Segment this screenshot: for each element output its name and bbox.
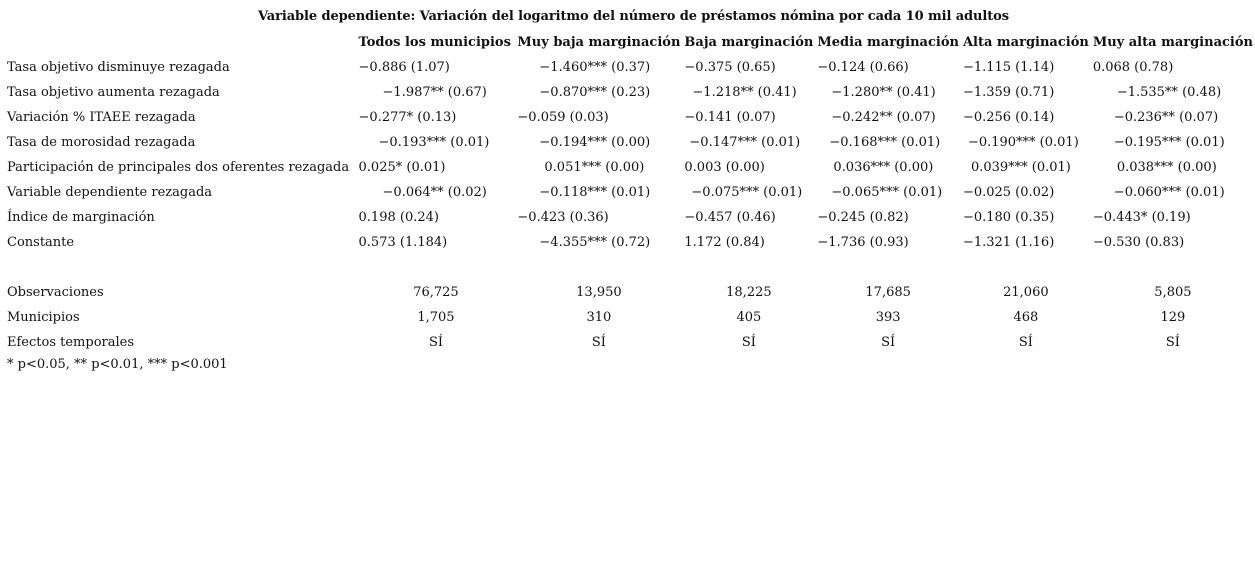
coefficient-cell: −1.987** (0.67) <box>382 85 487 100</box>
coefficient-cell: −0.065*** (0.01) <box>831 185 943 200</box>
coefficient-cell: −0.124 (0.66) <box>817 60 909 75</box>
statistic-cell: 1,705 <box>417 310 455 325</box>
coefficient-cell: −0.530 (0.83) <box>1092 235 1185 250</box>
statistic-cell: 393 <box>875 310 901 325</box>
coefficient-cell: −0.886 (1.07) <box>358 60 450 75</box>
coefficient-cell: −1.115 (1.14) <box>962 60 1055 75</box>
coefficient-cell: −0.141 (0.07) <box>684 110 776 125</box>
header-corner <box>5 30 357 55</box>
header-row <box>5 30 1255 55</box>
statistic-cell: 17,685 <box>865 285 911 300</box>
statistic-cell: 21,060 <box>1003 285 1049 300</box>
row-label: Tasa de morosidad rezagada <box>7 135 196 150</box>
table-title: Variable dependiente: Variación del logaritmo del número de préstamos nómina por cada 10 mil adultos <box>258 9 1009 24</box>
statistic-cell: 129 <box>1160 310 1186 325</box>
table-row <box>5 55 1255 80</box>
significance-note: * p<0.05, ** p<0.01, *** p<0.001 <box>7 357 228 372</box>
coefficient-cell: −0.870*** (0.23) <box>539 85 651 100</box>
spacer-row <box>5 255 1255 280</box>
coefficient-cell: −1.535** (0.48) <box>1116 85 1222 100</box>
coefficient-cell: 1.172 (0.84) <box>684 235 765 250</box>
statistic-cell: 468 <box>1013 310 1039 325</box>
statistic-cell: SÍ <box>428 335 443 350</box>
coefficient-cell: −1.359 (0.71) <box>962 85 1055 100</box>
table-row <box>5 130 1255 155</box>
column-header: Media marginación <box>817 35 959 50</box>
coefficient-cell: −1.460*** (0.37) <box>539 60 651 75</box>
column-header: Alta marginación <box>962 35 1089 50</box>
column-header: Muy alta marginación <box>1092 35 1253 50</box>
coefficient-cell: 0.003 (0.00) <box>684 160 765 175</box>
column-header: Todos los municipios <box>358 35 511 50</box>
coefficient-cell: −0.443* (0.19) <box>1092 210 1191 225</box>
statistic-cell: 5,805 <box>1154 285 1192 300</box>
coefficient-cell: −0.236** (0.07) <box>1113 110 1219 125</box>
coefficient-cell: 0.198 (0.24) <box>358 210 439 225</box>
coefficient-cell: −0.375 (0.65) <box>684 60 776 75</box>
coefficient-cell: −0.457 (0.46) <box>684 210 776 225</box>
coefficient-cell: −0.190*** (0.01) <box>967 135 1079 150</box>
row-label: Variación % ITAEE rezagada <box>7 110 196 125</box>
row-label: Efectos temporales <box>7 335 135 350</box>
column-header: Muy baja marginación <box>517 35 681 50</box>
coefficient-cell: 0.025* (0.01) <box>358 160 446 175</box>
table-row <box>5 330 1255 355</box>
coefficient-cell: −4.355*** (0.72) <box>539 235 651 250</box>
statistic-cell: 310 <box>586 310 612 325</box>
coefficient-cell: −0.059 (0.03) <box>517 110 609 125</box>
coefficient-cell: −0.194*** (0.00) <box>539 135 651 150</box>
row-label: Constante <box>7 235 75 250</box>
statistic-cell: SÍ <box>1165 335 1180 350</box>
statistic-cell: SÍ <box>881 335 896 350</box>
coefficient-cell: −1.218** (0.41) <box>692 85 797 100</box>
coefficient-cell: −0.060*** (0.01) <box>1113 185 1225 200</box>
regression-table <box>5 30 1255 355</box>
statistic-cell: 405 <box>736 310 762 325</box>
coefficient-cell: −1.736 (0.93) <box>817 235 909 250</box>
coefficient-cell: −0.242** (0.07) <box>831 110 936 125</box>
coefficient-cell: −0.193*** (0.01) <box>378 135 490 150</box>
table-row <box>5 155 1255 180</box>
coefficient-cell: −0.025 (0.02) <box>962 185 1055 200</box>
table-row <box>5 80 1255 105</box>
statistics-rows <box>5 280 1255 355</box>
statistic-cell: SÍ <box>1018 335 1033 350</box>
coefficient-cell: −0.180 (0.35) <box>962 210 1055 225</box>
coefficient-cell: −0.118*** (0.01) <box>539 185 651 200</box>
row-label: Participación de principales dos oferentes rezagada <box>7 160 350 175</box>
table-row <box>5 230 1255 255</box>
coefficient-cell: −0.245 (0.82) <box>817 210 909 225</box>
spacer <box>5 255 1255 280</box>
row-label: Observaciones <box>7 285 104 300</box>
coefficient-cell: −0.277* (0.13) <box>358 110 457 125</box>
coefficient-cell: −0.064** (0.02) <box>382 185 487 200</box>
coefficient-cell: 0.039*** (0.01) <box>970 160 1071 175</box>
statistic-cell: 76,725 <box>413 285 459 300</box>
table-row <box>5 180 1255 205</box>
coefficient-cell: −1.321 (1.16) <box>962 235 1055 250</box>
statistic-cell: SÍ <box>741 335 756 350</box>
statistic-cell: 13,950 <box>576 285 622 300</box>
table-row <box>5 305 1255 330</box>
coefficient-cell: 0.573 (1.184) <box>358 235 448 250</box>
column-header: Baja marginación <box>684 35 814 50</box>
coefficient-cell: −0.195*** (0.01) <box>1113 135 1225 150</box>
coefficient-cell: −0.147*** (0.01) <box>689 135 801 150</box>
coefficient-cell: −0.256 (0.14) <box>962 110 1055 125</box>
table-row <box>5 280 1255 305</box>
row-label: Tasa objetivo disminuye rezagada <box>7 60 230 75</box>
coefficient-rows <box>5 55 1255 255</box>
coefficient-cell: 0.038*** (0.00) <box>1116 160 1217 175</box>
row-label: Índice de marginación <box>7 210 155 225</box>
coefficient-cell: 0.051*** (0.00) <box>544 160 645 175</box>
row-label: Tasa objetivo aumenta rezagada <box>7 85 220 100</box>
table-row <box>5 205 1255 230</box>
row-label: Variable dependiente rezagada <box>7 185 213 200</box>
coefficient-cell: −0.423 (0.36) <box>517 210 609 225</box>
table-row <box>5 105 1255 130</box>
row-label: Municipios <box>7 310 80 325</box>
coefficient-cell: −1.280** (0.41) <box>831 85 936 100</box>
coefficient-cell: −0.075*** (0.01) <box>691 185 803 200</box>
coefficient-cell: 0.036*** (0.00) <box>833 160 934 175</box>
coefficient-cell: −0.168*** (0.01) <box>829 135 941 150</box>
coefficient-cell: 0.068 (0.78) <box>1092 60 1174 75</box>
statistic-cell: 18,225 <box>726 285 772 300</box>
statistic-cell: SÍ <box>591 335 606 350</box>
